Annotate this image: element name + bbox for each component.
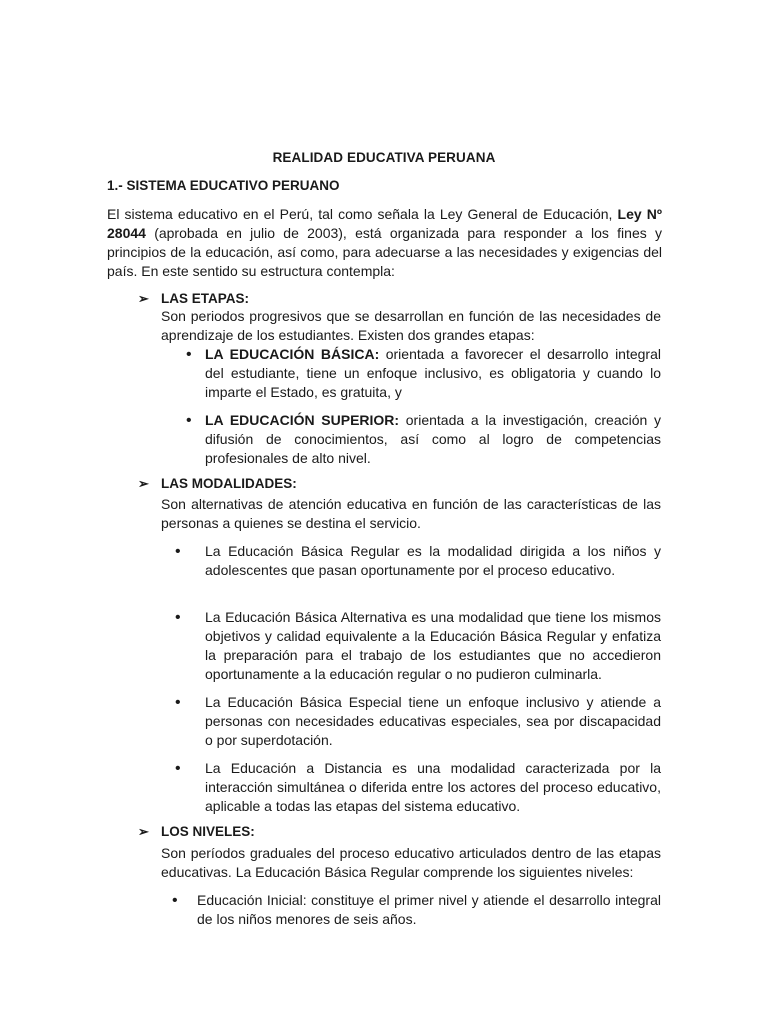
section-heading: 1.- SISTEMA EDUCATIVO PERUANO	[107, 178, 340, 193]
modalidad-item: La Educación Básica Alternativa es una modalidad que tiene los mismos objetivos y calidad equivalente a la Educación Básica Regular y enfatiza la preparación para el trabajo de los estudiantes que no accedieron oportunamente a la educación regular o no pudieron culminarla.	[205, 609, 661, 682]
bullet-icon: •	[175, 543, 181, 560]
etapa-item-label: LA EDUCACIÓN BÁSICA:	[205, 346, 380, 362]
etapa-item-text: orientada a favorecer el desarrollo integral del estudiante, tiene un enfoque inclusivo, es obligatoria y cuando lo imparte el Estado, es gratuita, y	[205, 346, 661, 400]
bullet-icon: •	[175, 760, 181, 777]
intro-text-2: (aprobada en julio de 2003), está organizada para responder a los fines y principios de la educación, así como, para adecuarse a las necesidades y exigencias del país. En este sentido su estructura contempla:	[107, 225, 662, 279]
modalidades-heading: LAS MODALIDADES:	[161, 476, 297, 491]
etapa-item-basica	[205, 345, 661, 402]
bullet-icon: •	[175, 609, 181, 626]
modalidades-paragraph: Son alternativas de atención educativa en función de las características de las personas a quienes se destina el servicio.	[161, 496, 661, 531]
modalidad-item: La Educación Básica Regular es la modalidad dirigida a los niños y adolescentes que pasan oportunamente por el proceso educativo.	[205, 543, 661, 578]
arrow-bullet-icon: ➢	[138, 824, 149, 839]
etapa-item-label: LA EDUCACIÓN SUPERIOR:	[205, 412, 400, 428]
law-reference: Ley Nº 28044	[107, 206, 662, 241]
document-title: REALIDAD EDUCATIVA PERUANA	[272, 150, 496, 165]
bullet-icon: •	[175, 694, 181, 711]
arrow-bullet-icon: ➢	[138, 291, 149, 306]
bullet-icon: •	[186, 412, 192, 429]
etapas-heading: LAS ETAPAS:	[161, 291, 250, 306]
etapa-item-text: orientada a la investigación, creación y difusión de conocimientos, así como al logro de competencias profesionales de alto nivel.	[205, 412, 661, 466]
etapas-paragraph: Son periodos progresivos que se desarrollan en función de las necesidades de aprendizaje de los estudiantes. Existen dos grandes etapas:	[161, 308, 661, 343]
etapa-item-superior	[205, 411, 661, 468]
niveles-heading: LOS NIVELES:	[161, 824, 255, 839]
arrow-bullet-icon: ➢	[138, 476, 149, 491]
niveles-paragraph: Son períodos graduales del proceso educativo articulados dentro de las etapas educativas. La Educación Básica Regular comprende los siguientes niveles:	[161, 845, 661, 880]
intro-paragraph	[107, 205, 662, 281]
modalidad-item: La Educación Básica Especial tiene un enfoque inclusivo y atiende a personas con necesidades educativas especiales, sea por discapacidad o por superdotación.	[205, 694, 661, 748]
modalidad-item: La Educación a Distancia es una modalidad caracterizada por la interacción simultánea o diferida entre los actores del proceso educativo, aplicable a todas las etapas del sistema educativo.	[205, 760, 661, 814]
intro-text-1: El sistema educativo en el Perú, tal como señala la Ley General de Educación,	[107, 206, 618, 222]
nivel-item: Educación Inicial: constituye el primer nivel y atiende el desarrollo integral de los niños menores de seis años.	[197, 892, 661, 927]
bullet-icon: •	[186, 346, 192, 363]
bullet-icon: •	[172, 892, 178, 909]
